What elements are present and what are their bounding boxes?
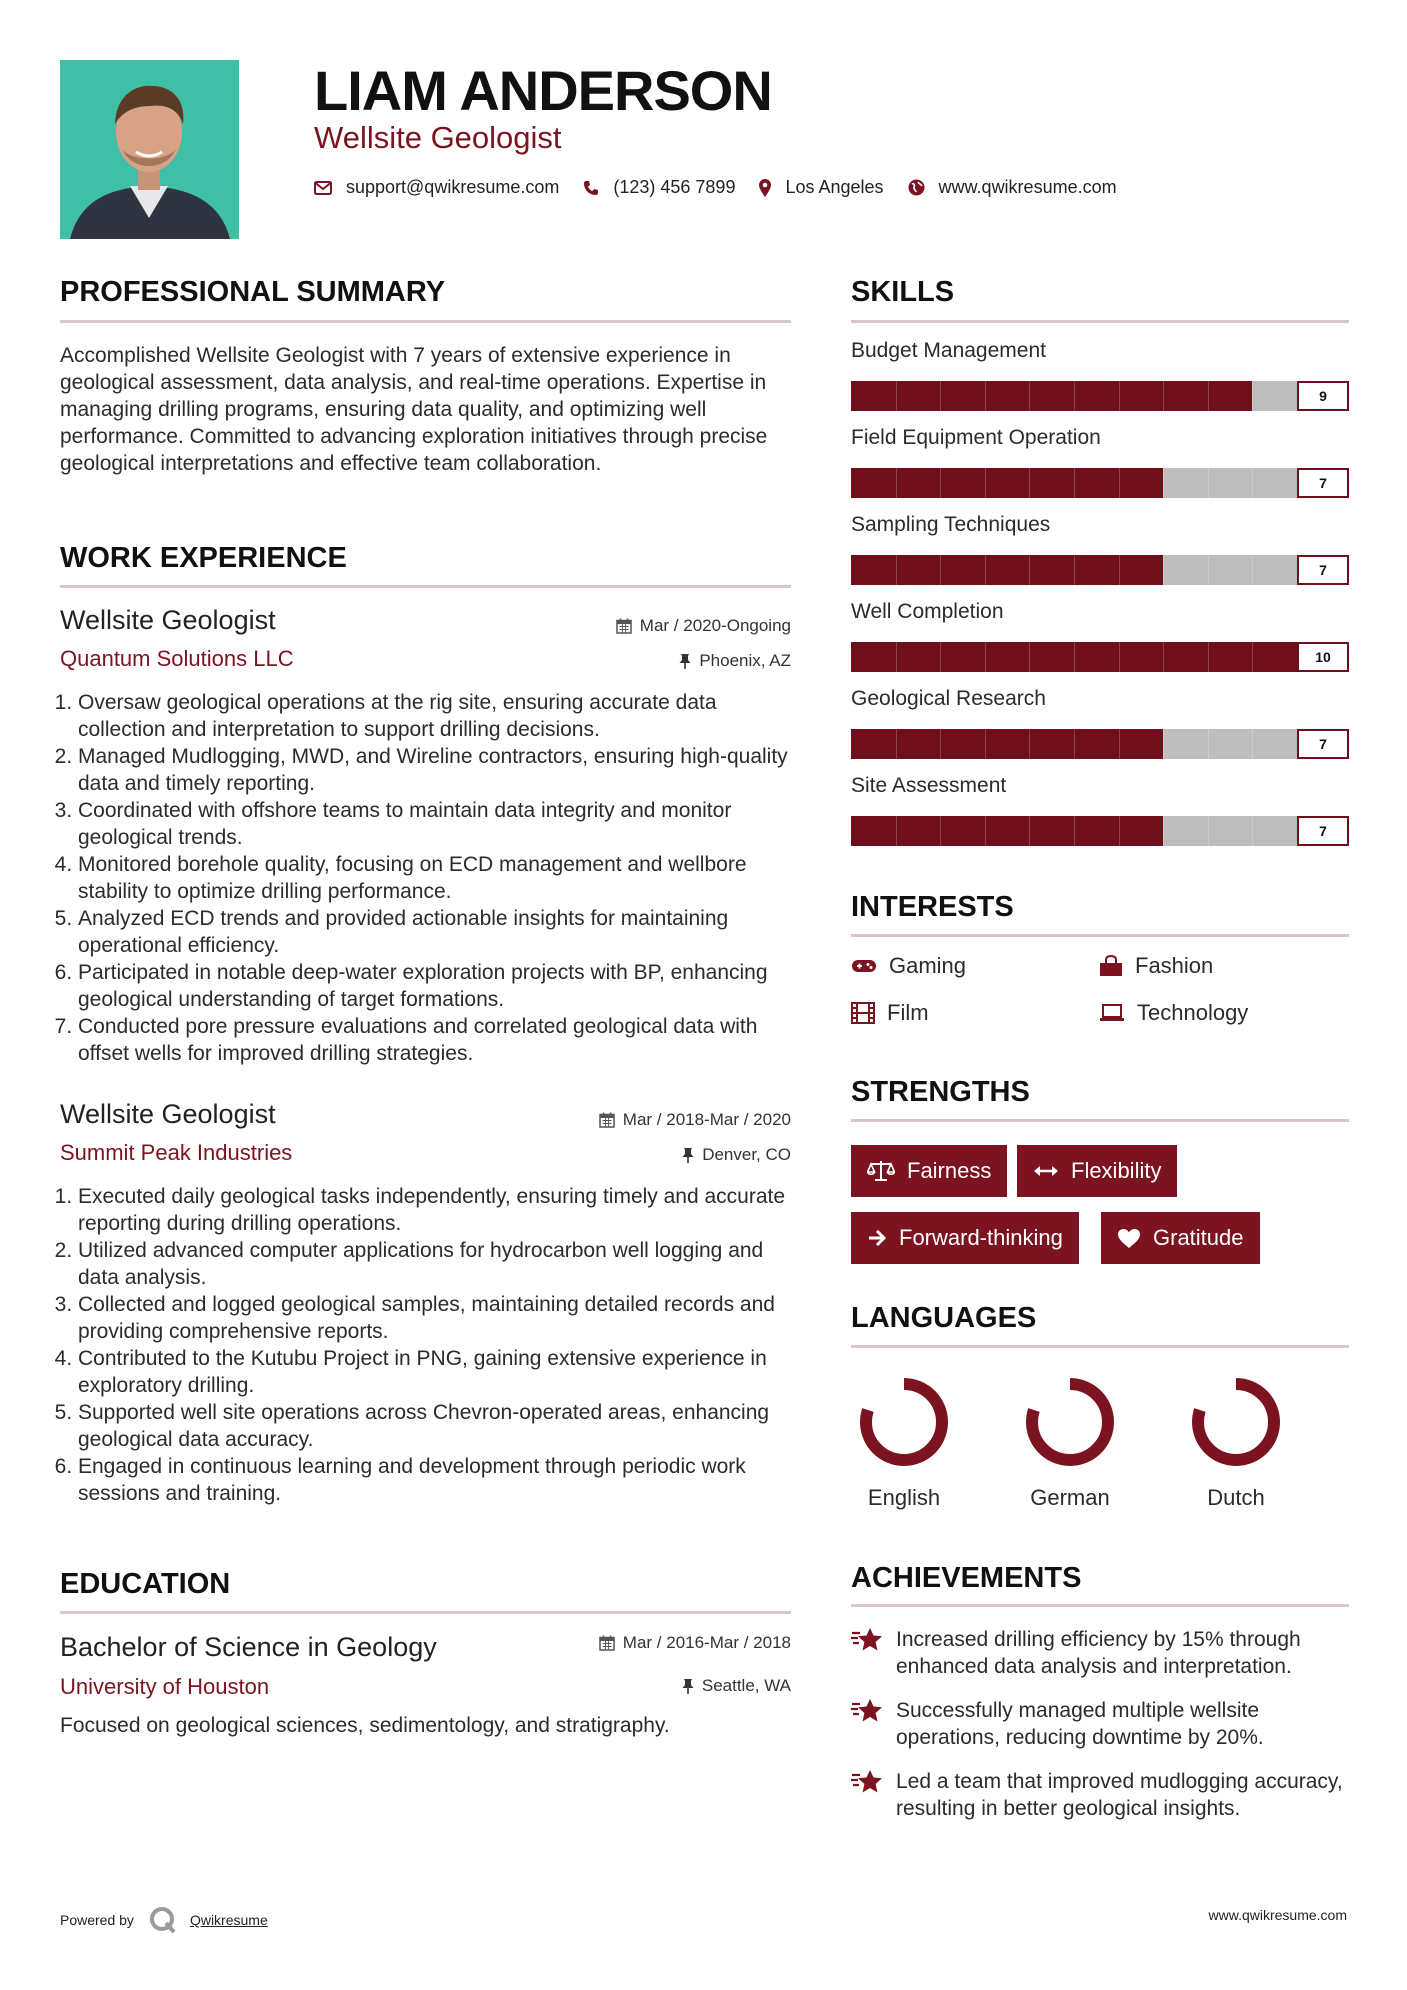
skill-bar-segment — [1252, 381, 1253, 411]
phone-icon — [583, 180, 599, 196]
skill-bar — [851, 555, 1349, 585]
skill-bar-segment — [1163, 642, 1164, 672]
skill-bar-segment — [1208, 468, 1209, 498]
skill-bar-segment — [896, 642, 897, 672]
skill-bar-segment — [940, 642, 941, 672]
job-dates-text: Mar / 2020-Ongoing — [639, 616, 791, 635]
achievement-item: Increased drilling efficiency by 15% through enhanced data analysis and interpretation. — [896, 1628, 1301, 1678]
education-dates — [599, 1633, 791, 1653]
interests-divider — [851, 934, 1349, 937]
star-icon — [851, 1769, 883, 1800]
skill-bar-segment — [1119, 555, 1120, 585]
calendar-icon — [616, 618, 632, 634]
contact-website[interactable] — [908, 177, 1117, 198]
skill-score: 10 — [1297, 642, 1349, 672]
contact-email-text: support@qwikresume.com — [346, 177, 560, 197]
skill-bar-segment — [1074, 381, 1075, 411]
experience-divider — [60, 585, 791, 588]
list-item: 7. Conducted pore pressure evaluations and correlated geological data with offset wells for improved drilling strategies. — [78, 1013, 795, 1067]
job-responsibilities — [60, 689, 795, 1067]
strengths-divider — [851, 1119, 1349, 1122]
skill-score: 7 — [1297, 555, 1349, 585]
list-item: 6. Engaged in continuous learning and development through periodic work sessions and training. — [78, 1453, 795, 1507]
strength-label: Gratitude — [1153, 1225, 1244, 1250]
skill-name: Field Equipment Operation — [851, 426, 1101, 449]
contact-phone-text: (123) 456 7899 — [613, 177, 736, 197]
arrow-right-icon — [867, 1228, 887, 1248]
skill-bar — [851, 381, 1349, 411]
skill-bar-segment — [985, 729, 986, 759]
avatar — [60, 60, 239, 239]
skill-bar-segment — [1208, 642, 1209, 672]
language-level-arc — [1198, 1384, 1274, 1460]
skill-bar-segment — [940, 729, 941, 759]
skill-bar-segment — [1119, 729, 1120, 759]
list-item: 4. Contributed to the Kutubu Project in PNG, gaining extensive experience in exploratory drilling. — [78, 1345, 795, 1399]
skill-bar — [851, 468, 1349, 498]
summary-text: Accomplished Wellsite Geologist with 7 years of extensive experience in geological assessment, data analysis, and real-time operations. Expertise in managing drilling programs, ensuring data quality, and optimizing well performance. Committed to advancing exploration initiatives through precise geological interpretations and effective team collaboration. — [60, 344, 768, 475]
contact-location — [759, 177, 883, 198]
skill-bar-segment — [1163, 381, 1164, 411]
star-icon — [851, 1627, 883, 1658]
pushpin-icon — [679, 653, 691, 669]
strengths-heading: STRENGTHS — [851, 1076, 1030, 1108]
skill-score: 7 — [1297, 816, 1349, 846]
strength-label: Forward-thinking — [899, 1225, 1063, 1250]
language-label: Dutch — [1207, 1485, 1265, 1510]
gamepad-icon — [851, 958, 877, 974]
skill-bar-segment — [985, 642, 986, 672]
list-item: 5. Analyzed ECD trends and provided actionable insights for maintaining operational efficiency. — [78, 905, 795, 959]
skill-bar-segment — [1074, 468, 1075, 498]
skill-bar — [851, 816, 1349, 846]
skill-bar-segment — [1252, 816, 1253, 846]
education-description: Focused on geological sciences, sedimentology, and stratigraphy. — [60, 1714, 670, 1737]
powered-by — [60, 1905, 268, 1935]
education-divider — [60, 1611, 791, 1614]
skill-bar-segment — [940, 381, 941, 411]
job-dates — [616, 616, 791, 636]
interest-fashion — [1099, 953, 1213, 979]
skill-bar-segment — [940, 555, 941, 585]
contact-website-text: www.qwikresume.com — [938, 177, 1117, 197]
achievement-item: Led a team that improved mudlogging accuracy, resulting in better geological insights. — [896, 1770, 1343, 1820]
interests-heading: INTERESTS — [851, 891, 1014, 923]
skill-bar-segment — [1119, 816, 1120, 846]
job-location-text: Phoenix, AZ — [699, 651, 791, 670]
skill-bar-segment — [1119, 381, 1120, 411]
strength-flexibility — [1017, 1145, 1177, 1197]
achievements-heading: ACHIEVEMENTS — [851, 1562, 1082, 1594]
job-company: Quantum Solutions LLC — [60, 646, 294, 671]
candidate-name: LIAM ANDERSON — [314, 59, 772, 122]
skill-score: 7 — [1297, 729, 1349, 759]
contact-bar — [314, 177, 1141, 198]
languages-heading: LANGUAGES — [851, 1302, 1037, 1334]
achievement-item: Successfully managed multiple wellsite operations, reducing downtime by 20%. — [896, 1699, 1264, 1749]
languages-divider — [851, 1345, 1349, 1348]
skill-bar-segment — [896, 468, 897, 498]
contact-location-text: Los Angeles — [785, 177, 884, 197]
job-title: Wellsite Geologist — [60, 605, 276, 635]
skills-divider — [851, 320, 1349, 323]
skill-bar-segment — [985, 381, 986, 411]
job-dates — [599, 1110, 791, 1130]
strength-fairness — [851, 1145, 1007, 1197]
list-item: 1. Executed daily geological tasks independently, ensuring timely and accurate reporting during drilling operations. — [78, 1183, 795, 1237]
language-ring — [1022, 1374, 1118, 1470]
skill-bar-segment — [940, 468, 941, 498]
skill-bar-segment — [1074, 642, 1075, 672]
skill-bar-fill — [851, 468, 1163, 498]
calendar-icon — [599, 1112, 615, 1128]
map-pin-icon — [759, 179, 771, 197]
interest-technology — [1099, 1000, 1248, 1026]
skill-bar-segment — [1029, 729, 1030, 759]
footer-website[interactable]: www.qwikresume.com — [1208, 1907, 1347, 1923]
arrows-horizontal-icon — [1033, 1164, 1059, 1178]
qwikresume-logo-icon — [148, 1905, 178, 1935]
skill-bar-segment — [985, 816, 986, 846]
skill-bar-segment — [1208, 381, 1209, 411]
laptop-icon — [1099, 1004, 1125, 1022]
heart-icon — [1117, 1228, 1141, 1249]
list-item: 5. Supported well site operations across Chevron-operated areas, enhancing geological data accuracy. — [78, 1399, 795, 1453]
skill-bar-segment — [1074, 816, 1075, 846]
language-level-arc — [1032, 1384, 1108, 1460]
summary-heading: PROFESSIONAL SUMMARY — [60, 276, 446, 308]
skill-bar-fill — [851, 816, 1163, 846]
profile-photo — [60, 60, 239, 239]
candidate-role: Wellsite Geologist — [314, 120, 562, 155]
job-dates-text: Mar / 2018-Mar / 2020 — [622, 1110, 791, 1129]
skill-name: Site Assessment — [851, 774, 1007, 797]
achievements-divider — [851, 1604, 1349, 1607]
strength-forward-thinking — [851, 1212, 1079, 1264]
summary-divider — [60, 320, 791, 323]
skill-bar-segment — [1208, 555, 1209, 585]
skill-bar-segment — [1119, 468, 1120, 498]
skill-bar-segment — [896, 816, 897, 846]
envelope-icon — [314, 181, 332, 195]
experience-heading: WORK EXPERIENCE — [60, 542, 347, 574]
list-item: 3. Coordinated with offshore teams to maintain data integrity and monitor geological trends. — [78, 797, 795, 851]
skills-heading: SKILLS — [851, 276, 955, 308]
skill-bar-segment — [1029, 468, 1030, 498]
skill-bar-segment — [1119, 642, 1120, 672]
skill-bar-fill — [851, 729, 1163, 759]
shopping-bag-icon — [1099, 955, 1123, 977]
list-item: 2. Managed Mudlogging, MWD, and Wireline contractors, ensuring high-quality data and timely reporting. — [78, 743, 795, 797]
job-location-text: Denver, CO — [702, 1145, 791, 1164]
skill-bar-segment — [1163, 555, 1164, 585]
job-location — [682, 1145, 791, 1165]
job-company: Summit Peak Industries — [60, 1140, 293, 1165]
list-item: 2. Utilized advanced computer applications for hydrocarbon well logging and data analysis. — [78, 1237, 795, 1291]
contact-phone[interactable] — [583, 177, 735, 198]
skill-bar-segment — [1074, 555, 1075, 585]
skill-bar-segment — [1208, 729, 1209, 759]
skill-score: 7 — [1297, 468, 1349, 498]
skill-score: 9 — [1297, 381, 1349, 411]
degree-title: Bachelor of Science in Geology — [60, 1632, 437, 1662]
skill-name: Well Completion — [851, 600, 1004, 623]
list-item: 4. Monitored borehole quality, focusing on ECD management and wellbore stability to optimize drilling performance. — [78, 851, 795, 905]
skill-bar-fill — [851, 555, 1163, 585]
interest-label: Gaming — [889, 953, 967, 978]
language-label: English — [867, 1485, 941, 1510]
skill-bar — [851, 729, 1349, 759]
powered-by-label: Powered by — [60, 1912, 134, 1928]
skill-name: Sampling Techniques — [851, 513, 1051, 536]
language-level-arc — [866, 1384, 942, 1460]
language-ring — [1188, 1374, 1284, 1470]
education-location — [682, 1676, 791, 1696]
skill-bar-segment — [1252, 468, 1253, 498]
balance-scale-icon — [867, 1160, 895, 1182]
pushpin-icon — [682, 1147, 694, 1163]
film-icon — [851, 1002, 875, 1024]
globe-icon — [908, 179, 925, 196]
interest-label: Technology — [1137, 1000, 1249, 1025]
education-location-text: Seattle, WA — [701, 1676, 791, 1695]
skill-bar-segment — [1163, 468, 1164, 498]
list-item: 1. Oversaw geological operations at the rig site, ensuring accurate data collection and interpretation to support drilling decisions. — [78, 689, 795, 743]
school-name: University of Houston — [60, 1674, 270, 1699]
skill-bar-segment — [1163, 729, 1164, 759]
education-heading: EDUCATION — [60, 1568, 231, 1600]
skill-bar-segment — [1029, 555, 1030, 585]
job-responsibilities — [60, 1183, 795, 1507]
list-item: 6. Participated in notable deep-water exploration projects with BP, enhancing geological understanding of target formations. — [78, 959, 795, 1013]
interest-label: Film — [887, 1000, 929, 1025]
skill-bar-segment — [1029, 816, 1030, 846]
skill-bar-segment — [1208, 816, 1209, 846]
skill-bar-segment — [896, 555, 897, 585]
contact-email[interactable] — [314, 177, 559, 198]
skill-name: Budget Management — [851, 339, 1046, 362]
star-icon — [851, 1698, 883, 1729]
skill-bar-segment — [1252, 729, 1253, 759]
calendar-icon — [599, 1635, 615, 1651]
interest-gaming — [851, 953, 966, 979]
brand-link[interactable]: Qwikresume — [189, 1912, 268, 1928]
skill-bar-segment — [1252, 555, 1253, 585]
skill-bar-segment — [985, 468, 986, 498]
strength-gratitude — [1101, 1212, 1260, 1264]
skill-bar-segment — [940, 816, 941, 846]
skill-bar-segment — [1029, 642, 1030, 672]
skill-bar-segment — [896, 381, 897, 411]
skill-bar-segment — [985, 555, 986, 585]
strength-label: Flexibility — [1071, 1158, 1162, 1183]
list-item: 3. Collected and logged geological samples, maintaining detailed records and providing comprehensive reports. — [78, 1291, 795, 1345]
skill-bar-segment — [1029, 381, 1030, 411]
job-location — [679, 651, 791, 671]
education-dates-text: Mar / 2016-Mar / 2018 — [622, 1633, 791, 1652]
language-label: German — [1030, 1485, 1110, 1510]
interest-film — [851, 1000, 929, 1026]
pushpin-icon — [682, 1678, 694, 1694]
skill-bar-fill — [851, 381, 1252, 411]
strength-label: Fairness — [907, 1158, 992, 1183]
skill-bar-fill — [851, 642, 1349, 672]
skill-bar-segment — [896, 729, 897, 759]
skill-bar-segment — [1074, 729, 1075, 759]
skill-bar-segment — [1163, 816, 1164, 846]
skill-name: Geological Research — [851, 687, 1046, 710]
skill-bar — [851, 642, 1349, 672]
language-ring — [856, 1374, 952, 1470]
job-title: Wellsite Geologist — [60, 1099, 276, 1129]
interest-label: Fashion — [1135, 953, 1214, 978]
skill-bar-segment — [1252, 642, 1253, 672]
